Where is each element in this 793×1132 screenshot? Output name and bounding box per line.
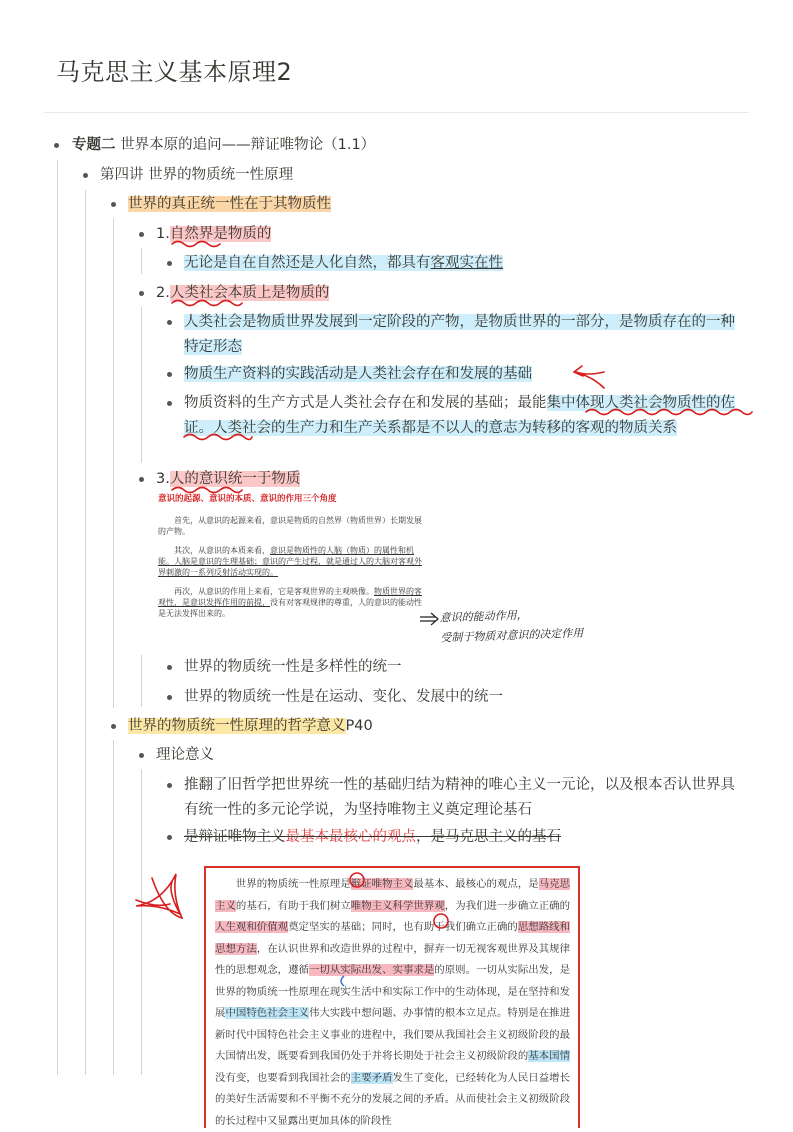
item-text: 物质资料的生产方式是人类社会存在和发展的基础；最能 — [184, 395, 547, 411]
item-motion-unity[interactable]: 世界的物质统一性是在运动、变化、发展中的统一 — [184, 689, 503, 705]
section-text: 世界的物质统一性原理的哲学意义 — [128, 718, 346, 734]
item-diversity-unity[interactable]: 世界的物质统一性是多样性的统一 — [184, 659, 402, 675]
image-title: 意识的起源、意识的本质、意识的作用三个角度 — [158, 494, 337, 504]
page-ref: P40 — [345, 718, 373, 734]
item-number: 3. — [156, 471, 170, 487]
item-text-highlight: 集中体现人类社会物质性的佐证。 — [184, 395, 735, 436]
item-number: 1. — [156, 226, 170, 242]
section-text: 世界的真正统一性在于其物质性 — [128, 196, 331, 212]
topic-bold: 专题二 — [72, 137, 116, 153]
item-text: 人类社会本质上是物质的 — [169, 285, 330, 301]
excerpt-paragraph: 世界的物质统一性原理是辩证唯物主义最基本、最核心的观点，是马克思主义的基石，有助于我们树立唯物主义科学世界观，为我们进一步确立正确的人生观和价值观奠定坚实的基础；同时，也有助于我们确立正确的思想路线和思想方法，在认识世界和改造世界的过程中，摒弃一切无视客观世界及其规律性的思想观念，遵循一切从实际出发、实事求是的原则。一切从实际出发，是世界的物质统一性原理在现实生活中和实际工作中的生动体现，是在坚持和发展中国特色社会主义伟大实践中想问题、办事情的根本立足点。特别是在推进新时代中国特色社会主义事业的进程中，我们要从我国社会主义初级阶段的最大国情出发，既要看到我国仍处于并将长期处于社会主义初级阶段的基本国情没有变，也要看到我国社会的主要矛盾发生了变化，已经转化为人民日益增长的美好生活需要和不平衡不充分的发展之间的矛盾。从而使社会主义初级阶段的长过程中又显露出更加具体的阶段性 — [215, 878, 571, 1127]
item-text: 是辩证唯物主义 — [184, 829, 286, 845]
item-overthrow-idealism[interactable]: 推翻了旧哲学把世界统一性的基础归结为精神的唯心主义一元论，以及根本否认世界具有统一性的多元论学说，为坚持唯物主义奠定理论基石 — [184, 777, 735, 818]
item-text: 人的意识统一于物质 — [169, 471, 301, 487]
item-text: 人类社会是物质世界发展到一定阶段的产物，是物质世界的一部分，是物质存在的一种特定形态 — [184, 314, 735, 355]
image-paragraph: 再次，从意识的作用上来看，它是客观世界的主观映像。物质世界的客观性，是意识发挥作用的前提，没有对客观规律的尊重，人的意识的能动性是无法发挥出来的。 — [158, 587, 422, 618]
item-text-red: 最基本最核心的观点 — [285, 829, 416, 845]
item-text-underlined: 客观实在性 — [430, 255, 503, 271]
image-paragraph: 首先，从意识的起源来看，意识是物质的自然界（物质世界）长期发展的产物。 — [158, 516, 422, 536]
item-text: 物质生产资料的实践活动是人类社会存在和发展的基础 — [184, 366, 532, 382]
item-text-highlight: 人类社会的生产力和生产关系都是不以人的意志为转移的客观的物质关系 — [213, 420, 677, 436]
item-text: ，是马克思主义的基石 — [416, 829, 561, 845]
item-theory-meaning[interactable]: 理论意义 — [156, 747, 214, 763]
handwritten-note: 意识的能动作用， 受制于物质对意识的决定作用 — [439, 608, 584, 645]
page-title: 马克思主义基本原理2 — [56, 58, 293, 86]
image-paragraph: 其次，从意识的本质来看，意识是物质性的人脑（物质）的属性和机能。人脑是意识的生理基础；意识的产生过程，就是通过人的大脑对客观外界刺激的一系列反射活动实现的。 — [158, 546, 422, 577]
item-text: 自然界是物质的 — [169, 226, 272, 242]
item-number: 2. — [156, 285, 170, 301]
topic-text: 世界本原的追问——辩证唯物论（1.1） — [115, 137, 376, 153]
lecture-heading[interactable]: 第四讲 世界的物质统一性原理 — [100, 167, 294, 183]
item-text: 无论是自在自然还是人化自然，都具有 — [184, 255, 431, 271]
